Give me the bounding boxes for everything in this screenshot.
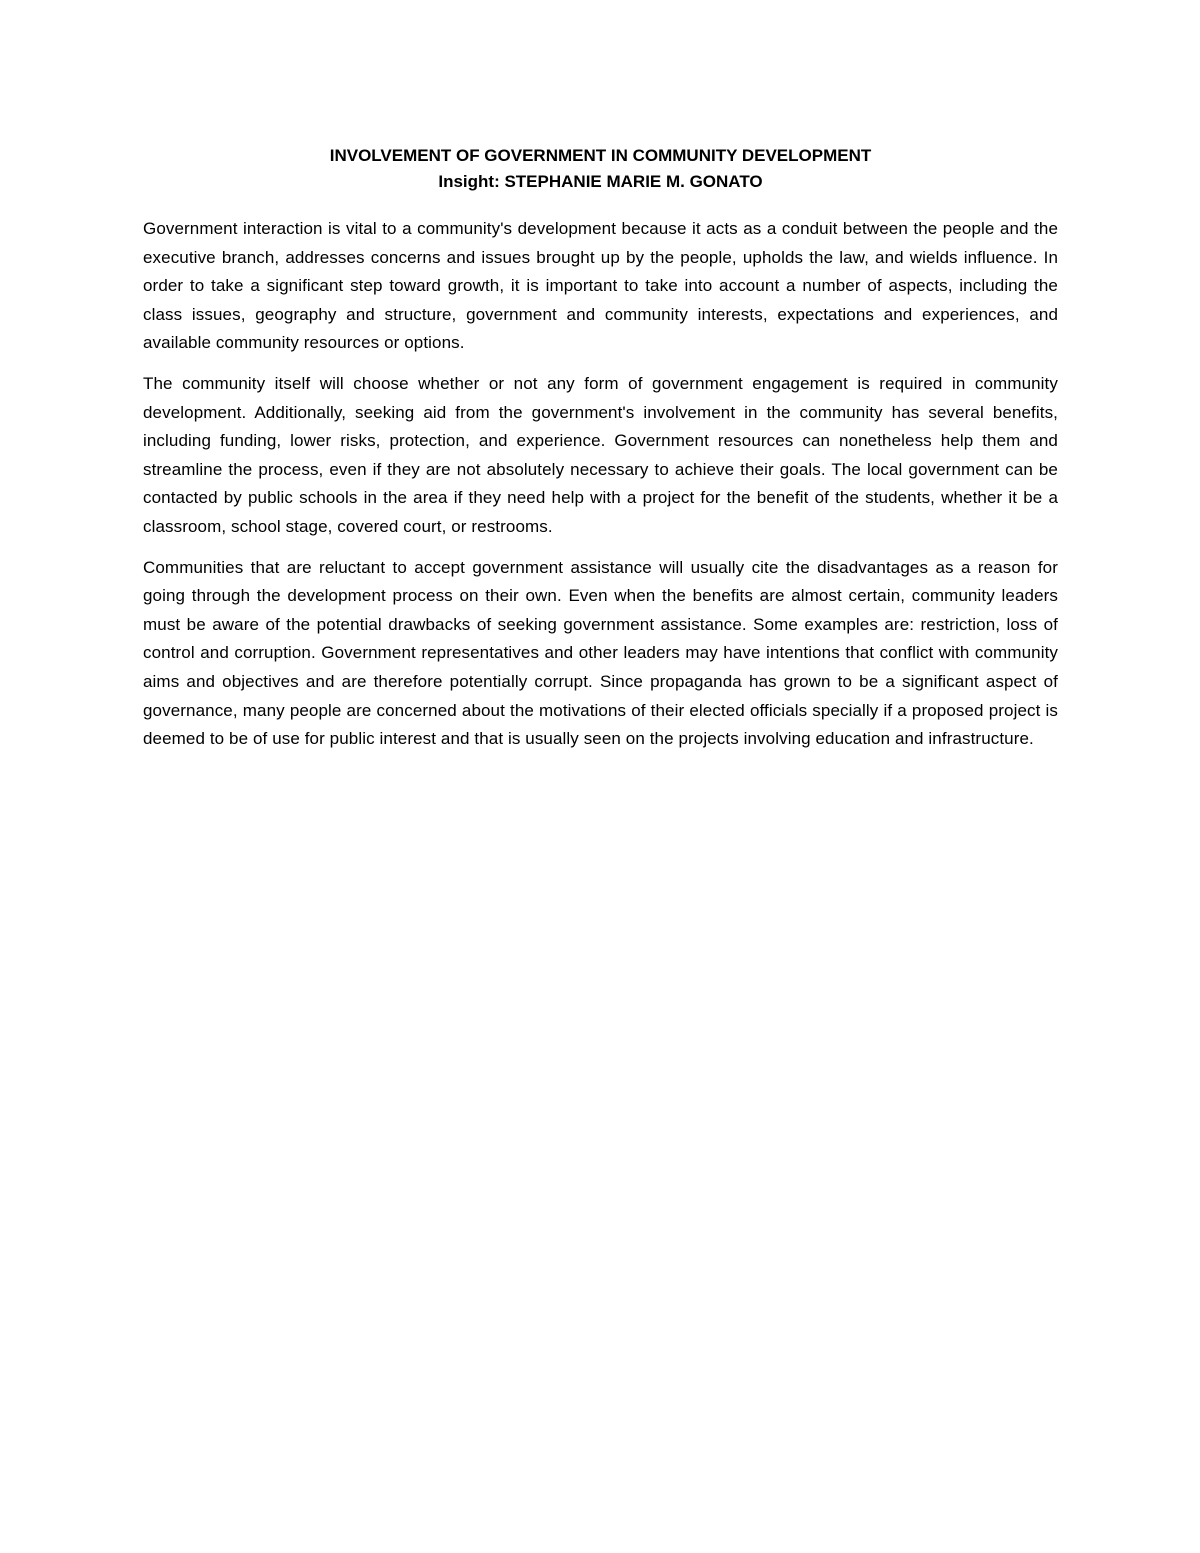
paragraph-3: Communities that are reluctant to accept government assistance will usually cite the disadvantages as a reason for going through the development process on their own. Even when the benefits are almost certain, community leaders must be aware of the potential drawbacks of seeking government assistance. Some examples are: restriction, loss of control and corruption. Government representatives and other leaders may have intentions that conflict with community aims and objectives and are therefore potentially corrupt. Since propaganda has grown to be a significant aspect of governance, many people are concerned about the motivations of their elected officials specially if a proposed project is deemed to be of use for public interest and that is usually seen on the projects involving education and infrastructure. [143,557,1058,749]
document-header [143,143,1058,195]
paragraph-2: The community itself will choose whether or not any form of government engagement is required in community development. Additionally, seeking aid from the government's involvement in the community has several benefits, including funding, lower risks, protection, and experience. Government resources can nonetheless help them and streamline the process, even if they are not absolutely necessary to achieve their goals. The local government can be contacted by public schools in the area if they need help with a project for the benefit of the students, whether it be a classroom, school stage, covered court, or restrooms. [143,373,1058,536]
paragraph-1: Government interaction is vital to a community's development because it acts as a conduit between the people and the executive branch, addresses concerns and issues brought up by the people, upholds the law, and wields influence. In order to take a significant step toward growth, it is important to take into account a number of aspects, including the class issues, geography and structure, government and community interests, expectations and experiences, and available community resources or options. [143,219,1058,353]
document-body [143,215,1058,754]
document-title: INVOLVEMENT OF GOVERNMENT IN COMMUNITY DEVELOPMENT [329,146,872,165]
document-content [143,143,1058,766]
document-byline: Insight: STEPHANIE MARIE M. GONATO [438,172,763,191]
